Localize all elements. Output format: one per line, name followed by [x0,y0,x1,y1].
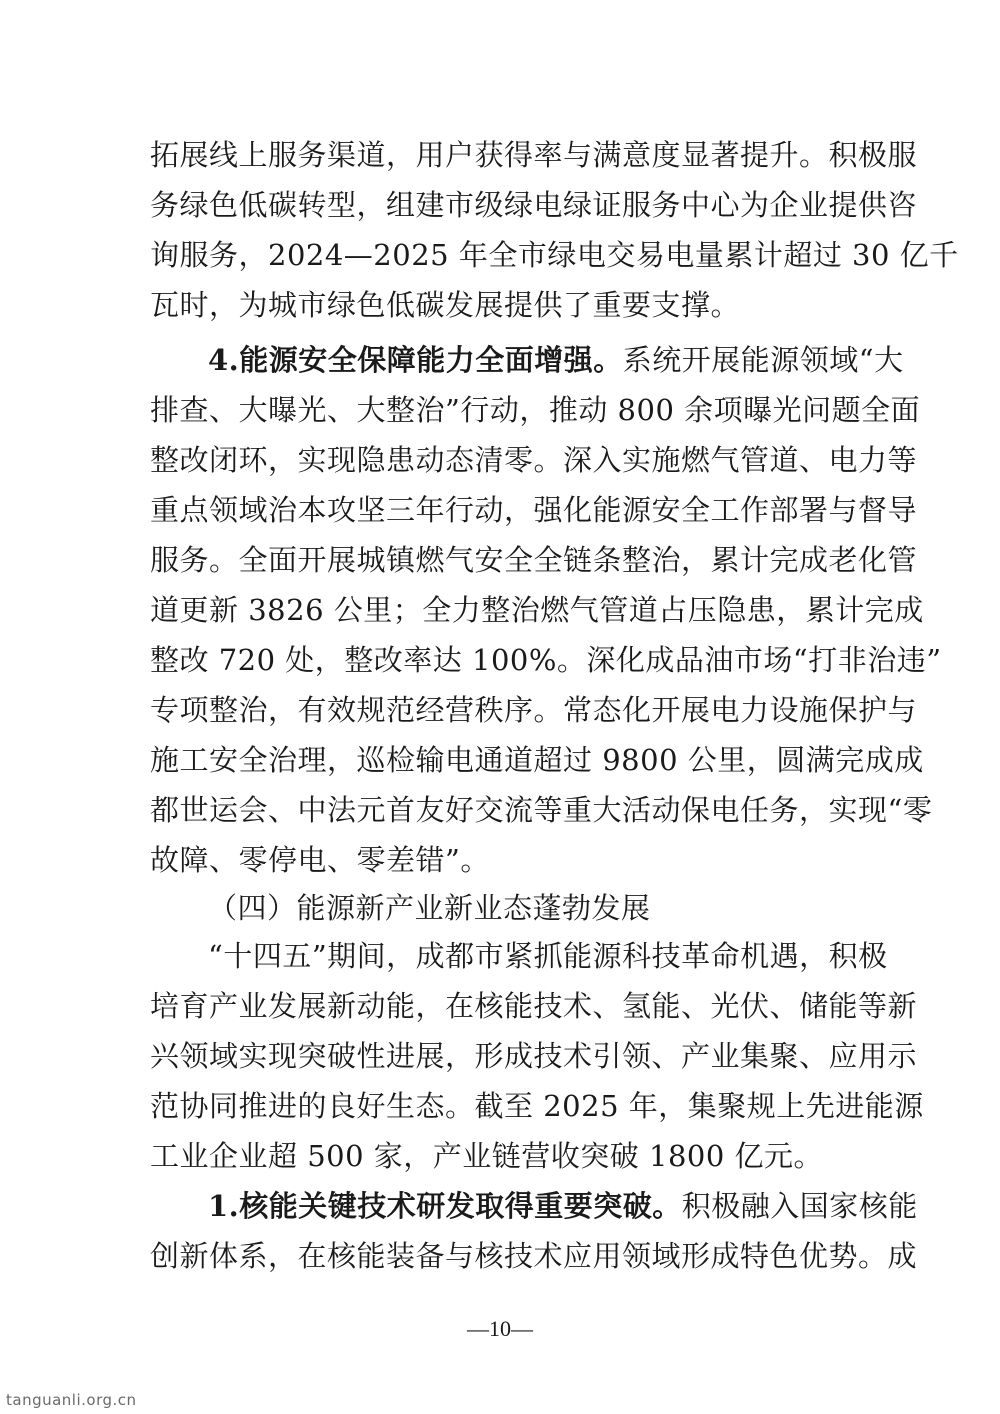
line-text: 整改闭环，实现隐患动态清零。深入实施燃气管道、电力等 [150,443,918,477]
text-line [150,235,959,275]
line-text: 兴领域实现突破性进展，形成技术引领、产业集聚、应用示 [150,1039,918,1073]
page-number: —10— [467,1316,533,1341]
text-line [208,1186,918,1226]
line-text: 服务。全面开展城镇燃气安全全链条整治，累计完成老化管 [150,543,918,577]
line-text: 专项整治，有效规范经营秩序。常态化开展电力设施保护与 [150,693,918,727]
text-line [150,790,933,830]
text-line [208,936,888,976]
line-text: 范协同推进的良好生态。截至 2025 年，集聚规上先进能源 [150,1089,924,1123]
line-text: “十四五”期间，成都市紧抓能源科技革命机遇，积极 [208,939,888,973]
line-text: （四）能源新产业新业态蓬勃发展 [208,891,651,925]
text-line [150,986,918,1026]
text-line [150,285,740,325]
text-line [208,888,651,928]
text-line [150,640,942,680]
line-text: 都世运会、中法元首友好交流等重大活动保电任务，实现“零 [150,793,933,827]
line-text: 施工安全治理，巡检输电通道超过 9800 公里，圆满完成成 [150,743,924,777]
line-text: 工业企业超 500 家，产业链营收突破 1800 亿元。 [150,1139,824,1173]
line-text: 瓦时，为城市绿色低碳发展提供了重要支撑。 [150,288,741,322]
line-text: 排查、大曝光、大整治”行动，推动 800 余项曝光问题全面 [150,393,921,427]
text-line [150,1036,918,1076]
text-line [150,390,921,430]
text-line [150,590,924,630]
text-line [150,740,924,780]
line-text: 道更新 3826 公里；全力整治燃气管道占压隐患，累计完成 [150,593,924,627]
line-text: 故障、零停电、零差错”。 [150,843,490,877]
bold-heading: 4.能源安全保障能力全面增强。 [208,343,623,377]
text-line [150,840,490,880]
text-line [150,135,918,175]
text-line [150,1236,918,1276]
line-text: 拓展线上服务渠道，用户获得率与满意度显著提升。积极服 [150,138,918,172]
line-text: 务绿色低碳转型，组建市级绿电绿证服务中心为企业提供咨 [150,188,918,222]
text-line [208,340,904,380]
line-text: 整改 720 处，整改率达 100%。深化成品油市场“打非治违” [150,643,942,677]
text-line [150,440,918,480]
text-line [150,690,918,730]
line-text: 询服务，2024—2025 年全市绿电交易电量累计超过 30 亿千 [150,238,959,272]
text-line [150,185,918,225]
line-text: 培育产业发展新动能，在核能技术、氢能、光伏、储能等新 [150,989,918,1023]
line-text: 创新体系，在核能装备与核技术应用领域形成特色优势。成 [150,1239,918,1273]
line-text: 重点领域治本攻坚三年行动，强化能源安全工作部署与督导 [150,493,918,527]
text-line [150,1136,823,1176]
line-text: 积极融入国家核能 [681,1189,918,1223]
line-text: 系统开展能源领域“大 [622,343,904,377]
bold-heading: 1.核能关键技术研发取得重要突破。 [208,1189,682,1223]
text-line [150,540,918,580]
site-watermark: tanguanli.org.cn [6,1391,137,1409]
text-line [150,490,918,530]
text-line [150,1086,924,1126]
